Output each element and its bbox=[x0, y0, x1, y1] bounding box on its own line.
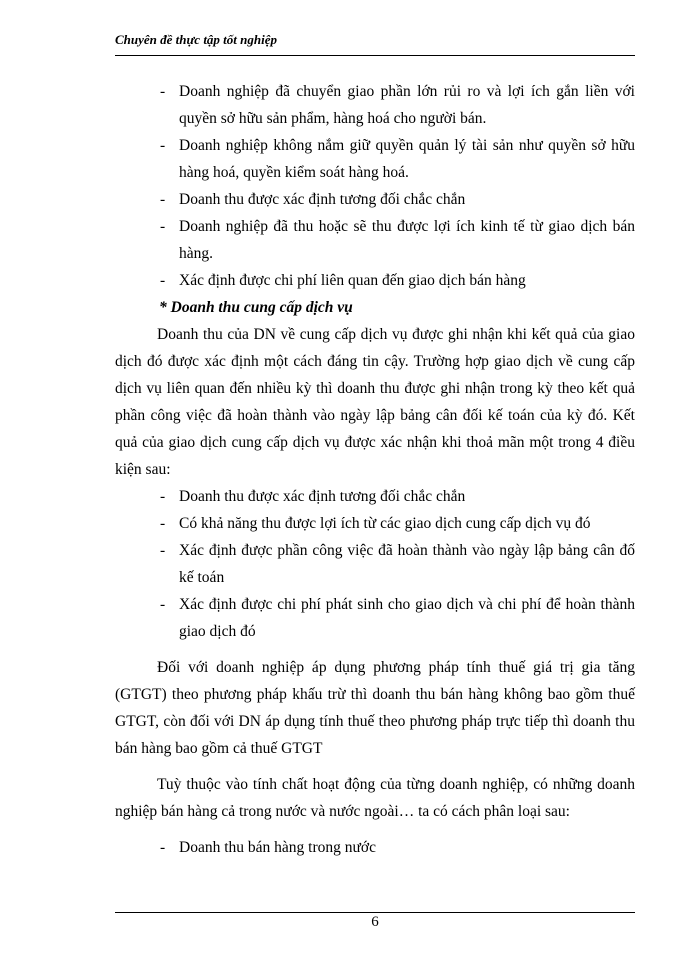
bullet-list-revenue-types bbox=[115, 834, 635, 861]
bullet-dash: - bbox=[160, 83, 166, 100]
page-number bbox=[0, 914, 700, 931]
header-rule bbox=[115, 55, 635, 56]
list-item-text: Xác định được phần công việc đã hoàn thành vào ngày lập bảng cân đố kế toán bbox=[179, 542, 635, 586]
list-item bbox=[115, 267, 635, 294]
list-item-text: Xác định được chi phí phát sinh cho giao dịch và chi phí để hoàn thành giao dịch đó bbox=[179, 596, 635, 640]
list-item-text: Doanh nghiệp đã thu hoặc sẽ thu được lợi ích kinh tế từ giao dịch bán hàng. bbox=[179, 218, 635, 262]
bullet-dash: - bbox=[160, 191, 166, 208]
list-item bbox=[115, 591, 635, 645]
list-item bbox=[115, 78, 635, 132]
list-item-text: Doanh nghiệp đã chuyển giao phần lớn rủi ro và lợi ích gắn liền với quyền sở hữu sản phẩm, hàng hoá cho người bán. bbox=[179, 83, 635, 127]
list-item-text: Doanh nghiệp không nắm giữ quyền quản lý tài sản như quyền sở hữu hàng hoá, quyền kiểm soát hàng hoá. bbox=[179, 137, 635, 181]
bullet-list-sales-conditions bbox=[115, 78, 635, 294]
list-item bbox=[115, 510, 635, 537]
bullet-dash: - bbox=[160, 218, 166, 235]
list-item bbox=[115, 213, 635, 267]
bullet-dash: - bbox=[160, 488, 166, 505]
list-item bbox=[115, 483, 635, 510]
paragraph-classification: Tuỳ thuộc vào tính chất hoạt động của từng doanh nghiệp, có những doanh nghiệp bán hàng cả trong nước và nước ngoài… ta có cách phân loại sau: bbox=[115, 776, 635, 820]
document-body bbox=[115, 78, 635, 861]
paragraph-vat: Đối với doanh nghiệp áp dụng phương pháp tính thuế giá trị gia tăng (GTGT) theo phương pháp khấu trừ thì doanh thu bán hàng không bao gồm thuế GTGT, còn đối với DN áp dụng tính thuế theo phương pháp trực tiếp thì doanh thu bán hàng bao gồm cả thuế GTGT bbox=[115, 659, 635, 757]
list-item-text: Xác định được chi phí liên quan đến giao dịch bán hàng bbox=[179, 272, 526, 289]
page-number-text: 6 bbox=[371, 914, 379, 930]
section-subheading: * Doanh thu cung cấp dịch vụ bbox=[159, 299, 353, 316]
footer-rule bbox=[115, 912, 635, 913]
list-item-text: Có khả năng thu được lợi ích từ các giao dịch cung cấp dịch vụ đó bbox=[179, 515, 591, 532]
bullet-dash: - bbox=[160, 515, 166, 532]
spacer bbox=[115, 825, 635, 834]
bullet-dash: - bbox=[160, 542, 166, 559]
spacer bbox=[115, 762, 635, 771]
running-header: Chuyên đề thực tập tốt nghiệp bbox=[115, 32, 277, 47]
list-item bbox=[115, 186, 635, 213]
list-item-text: Doanh thu được xác định tương đối chắc chắn bbox=[179, 191, 466, 208]
list-item-text: Doanh thu được xác định tương đối chắc chắn bbox=[179, 488, 466, 505]
bullet-list-service-conditions bbox=[115, 483, 635, 645]
paragraph-service-revenue: Doanh thu của DN về cung cấp dịch vụ được ghi nhận khi kết quả của giao dịch đó được xác định một cách đáng tin cậy. Trường hợp giao dịch về cung cấp dịch vụ liên quan đến nhiều kỳ thì doanh thu được ghi nhận trong kỳ theo kết quả phần công việc đã hoàn thành vào ngày lập bảng cân đối kế toán của kỳ đó. Kết quả của giao dịch cung cấp dịch vụ được xác nhận khi thoả mãn một trong 4 điều kiện sau: bbox=[115, 326, 635, 478]
spacer bbox=[115, 645, 635, 654]
list-item bbox=[115, 537, 635, 591]
bullet-dash: - bbox=[160, 137, 166, 154]
bullet-dash: - bbox=[160, 839, 166, 856]
list-item-text: Doanh thu bán hàng trong nước bbox=[179, 839, 376, 856]
list-item bbox=[115, 834, 635, 861]
list-item bbox=[115, 132, 635, 186]
bullet-dash: - bbox=[160, 596, 166, 613]
bullet-dash: - bbox=[160, 272, 166, 289]
